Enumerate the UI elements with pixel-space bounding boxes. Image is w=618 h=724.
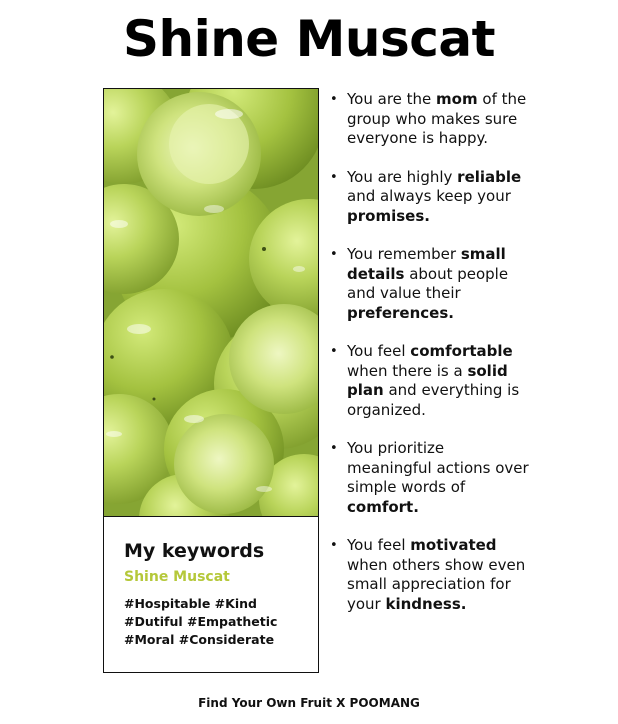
bullet-dot: • xyxy=(330,344,338,359)
trait-text: You prioritize meaningful actions over simple words of xyxy=(347,439,529,496)
trait-emphasis: small details xyxy=(347,245,506,283)
keyword-card xyxy=(103,88,319,673)
trait-text: when others show even small appreciation for your xyxy=(347,555,526,613)
bullet-dot: • xyxy=(330,441,338,456)
trait-list xyxy=(330,90,530,633)
trait-emphasis: comfortable xyxy=(410,342,513,360)
bullet-dot: • xyxy=(330,169,338,185)
keyword-tags-line: #Moral #Considerate xyxy=(124,632,275,647)
trait-text: of the group who makes sure everyone is happy. xyxy=(347,90,527,147)
keyword-tags-line: #Dutiful #Empathetic xyxy=(124,614,278,629)
trait-emphasis: reliable xyxy=(457,167,522,186)
trait-text: and always keep your xyxy=(347,187,511,205)
trait-item xyxy=(330,168,530,227)
bullet-dot: • xyxy=(330,92,338,107)
keyword-tags xyxy=(124,595,314,649)
trait-item xyxy=(330,536,530,614)
trait-emphasis: promises. xyxy=(347,206,430,225)
page-title: Shine Muscat xyxy=(122,10,496,68)
bullet-dot: • xyxy=(330,247,338,262)
trait-emphasis: mom xyxy=(436,90,478,108)
green-grapes-photo xyxy=(104,89,318,517)
trait-emphasis: preferences. xyxy=(347,303,454,322)
trait-text: You are highly xyxy=(347,167,458,186)
trait-emphasis: motivated xyxy=(410,536,497,554)
footer-credit: Find Your Own Fruit X POOMANG xyxy=(198,696,420,710)
trait-emphasis: kindness. xyxy=(385,594,467,613)
keywords-section xyxy=(124,539,314,649)
trait-text: You feel xyxy=(347,536,411,554)
trait-item xyxy=(330,245,530,323)
fruit-name-label: Shine Muscat xyxy=(124,569,230,585)
trait-emphasis: comfort. xyxy=(347,497,419,516)
trait-text: when there is a xyxy=(347,361,468,380)
trait-item xyxy=(330,90,530,149)
trait-text: about people and value their xyxy=(347,264,509,302)
keyword-tags-line: #Hospitable #Kind xyxy=(124,596,257,611)
trait-text: You feel xyxy=(347,342,411,360)
trait-item xyxy=(330,439,530,517)
trait-emphasis: solid plan xyxy=(347,361,508,399)
trait-text: You remember xyxy=(347,245,461,263)
trait-text: You are the xyxy=(347,90,437,108)
trait-text: and everything is organized. xyxy=(347,381,520,419)
keywords-heading: My keywords xyxy=(124,540,265,562)
bullet-dot: • xyxy=(330,538,338,553)
trait-item xyxy=(330,342,530,420)
